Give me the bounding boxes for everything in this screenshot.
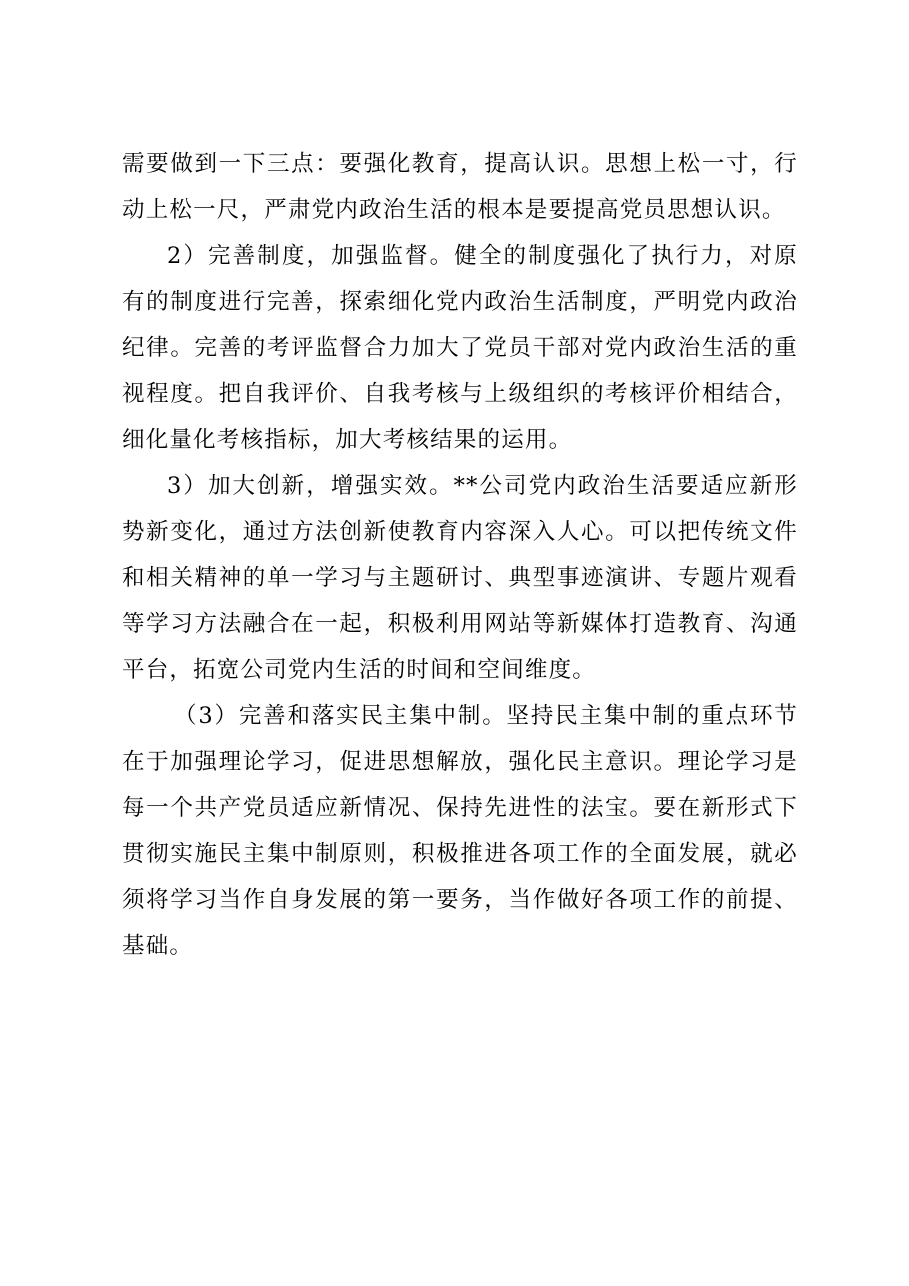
paragraph-item-3: 3）加大创新，增强实效。**公司党内政治生活要适应新形势新变化，通过方法创新使教育内容深入人心。可以把传统文件和相关精神的单一学习与主题研讨、典型事迹演讲、专题片观看等学习方法融合在一起，积极利用网站等新媒体打造教育、沟通平台，拓宽公司党内生活的时间和空间维度。 [122, 473, 798, 683]
paragraph-item-2: 2）完善制度，加强监督。健全的制度强化了执行力，对原有的制度进行完善，探索细化党内政治生活制度，严明党内政治纪律。完善的考评监督合力加大了党员干部对党内政治生活的重视程度。把自我评价、自我考核与上级组织的考核评价相结合，细化量化考核指标，加大考核结果的运用。 [122, 243, 798, 453]
paragraph-section-3: （3）完善和落实民主集中制。坚持民主集中制的重点环节在于加强理论学习，促进思想解放，强化民主意识。理论学习是每一个共产党员适应新情况、保持先进性的法宝。要在新形式下贯彻实施民主集中制原则，积极推进各项工作的全面发展，就必须将学习当作自身发展的第一要务，当作做好各项工作的前提、基础。 [122, 703, 798, 959]
paragraph-continuation: 需要做到一下三点：要强化教育，提高认识。思想上松一寸，行动上松一尺，严肃党内政治生活的根本是要提高党员思想认识。 [122, 151, 798, 223]
document-body [122, 141, 798, 969]
